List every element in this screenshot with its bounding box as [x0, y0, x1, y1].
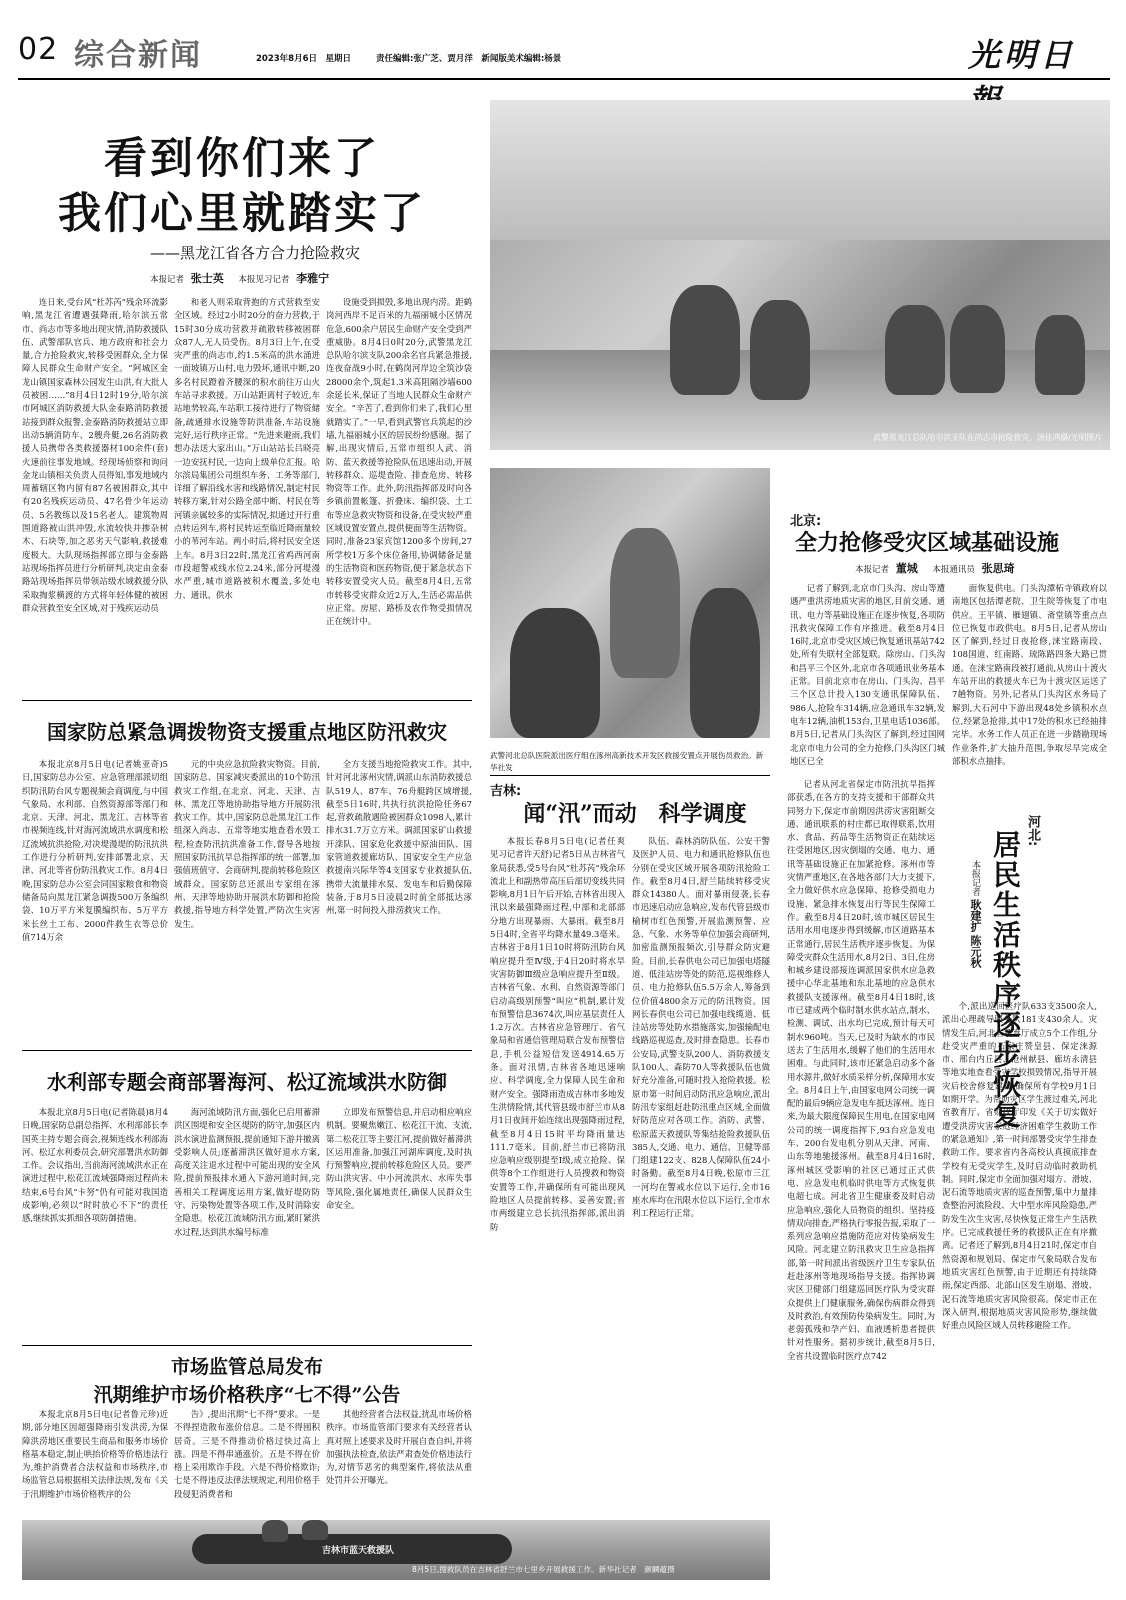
byline-label: 本报记者 [970, 860, 980, 896]
photo-caption: 武警黑龙江总队哈尔滨支队在尚志市抢险救灾。汤佳鸿摄/光明图片 [873, 433, 1102, 442]
byline-label: 本报记者 [150, 275, 185, 285]
byline-label: 本报通讯员 [932, 565, 975, 575]
lead-byline [150, 270, 329, 286]
medical-aid-photo [490, 468, 770, 738]
beijing-title: 全力抢修受灾区域基础设施 [795, 530, 1060, 556]
photo-caption: 8月5日,搜救队员在吉林省舒兰市七里乡开展救援工作。新华社记者 颜麟蕴摄 [412, 1565, 675, 1574]
region-label: 吉林: [490, 784, 522, 799]
page-number: 02 [18, 32, 59, 67]
editors: 责任编辑:张广芝、贾月洋 新闻版美术编辑:杨景 [376, 54, 562, 64]
byline-name: 张士英 [190, 272, 224, 285]
byline-name: 陈元秋 [969, 934, 982, 968]
shuili-column-1: 本报北京8月5日电(记者陈晨)8月4日晚,国家防总副总指挥、水利部部长李国英主持专题会商会,视频连线水利部海河、松辽水利委员会,研究部署洪水防御工作。会议指出,当前海河流域洪水正在演进过程中,松花江流域强降雨过程尚未结束,6号台风“卡努”仍有可能对我国造成影响,必须以“时时放心不下”的责任感,继续抓实抓细各项防御措施。 [22, 1107, 168, 1224]
lead-subtitle: ——黑龙江省各方合力抢险救灾 [150, 244, 361, 262]
lead-title-line1: 看到你们来了 [104, 134, 380, 184]
paper-name-logo: 光明日 [968, 36, 1077, 74]
section-rule [22, 700, 472, 701]
shuili-column-2: 海河流域防汛方面,强化已启用蓄滞洪区围堤和安全区堤防的防守,加强区内洪水演进监测预报,提前通知下游并撤离受影响人员;逐蓄滞洪区做好退水方案,高度关注退水过程中可能出现的安全风险,提前预报排水通入下游河道时间,完善相关工程调度运用方案,做好堤防防守、污染物处置等各项工作,及时消除安全隐患。松花江流域防汛方面,紧盯紧洪水过程,达到洪水编号标准 [174, 1107, 320, 1237]
photo-caption: 武警河北总队医院派出医疗组在涿州高新技术开发区救援安置点开展伤员救治。新华社发 [490, 750, 764, 772]
lake-rescue-photo [22, 1520, 770, 1580]
byline-label: 本报记者 [855, 565, 890, 575]
hebei-column-2: 个,派出巡回医疗队633支3500余人,派出心理疏导服务队181支430余人。灾情发生后,河北省教育厅成立5个工作组,分赴受灾严重的石家庄赞皇县、保定涞源市、邢台内丘县、沧州献县、廊坊永清县等地实地查看受灾学校损毁情况,指导开展灾后校舍修复建设,确保所有学校9月1日如期开学。为帮助灾区学生渡过难关,河北省教育厅、省财政厅印发《关于切实做好遭受洪涝灾害家庭经济困难学生救助工作的紧急通知》,第一时间部署受灾学生排查救助工作。要求省内各高校认真摸底排查学校有无受灾学生,及时启动临时救助机制。同时,保定市全面加强对塌方、滑坡、泥石流等地质灾害的巡查预警,集中力量排查整治河流险段、大中型水库风险隐患,严防发生次生灾害,尽快恢复正常生产生活秩序。已完成救援任务的救援队正在有序撤离。记者还了解到,8月4日21时,保定市自然资源和规划局、保定市气象局联合发布地质灾害红色预警,由于近期还有持续降雨,保定西部、北部山区发生崩塌、滑坡、泥石流等地质灾害风险很高。保定市正在深入研判,根据地质灾害风险形势,继续做好重点风险区域人员转移避险工作。 [942, 1001, 1097, 1331]
section-rule [490, 775, 770, 776]
jilin-column-1: 本报长春8月5日电(记者任爽 见习记者许天舒)记者5日从吉林省气象局获悉,受5号台风“杜苏芮”残余环流北上和副热带高压后部切变线共同影响,8月1日午后开始,吉林省出现入汛以来最强降雨过程,中部和北部部分地方出现暴雨、大暴雨。截至8月5日4时,全省平均降水量49.3毫米。吉林省于8月1日10时将防汛防台风响应提升至Ⅳ级,于4日20时将水旱灾害防御Ⅲ级应急响应提升至Ⅱ级。吉林省气象、水利、自然资源等部门启动高级别预警“叫应”机制,累计发布预警信息3674次,叫应基层责任人1.2万次。吉林省应急管理厅、省气象局和省通信管理局联合发布预警信息,手机公益短信发送4914.65万条。面对汛情,吉林省各地迅速响应、科学调度,全力保障人民生命和财产安全。强降雨造成吉林市多地发生洪情险情,其代管县级市舒兰市从8月1日夜间开始连续出现强降雨过程,截至8月4日15时平均降雨量达111.7毫米。目前,舒兰市已将防汛应急响应级别提至Ⅰ级,成立抢险、保供等8个工作组进行人员搜救和物资安置等工作,并确保所有可能出现风险地区人员提前转移、妥善安置;省市两级建立总长抗汛指挥部,派出消防 [490, 836, 634, 1232]
shichang-column-3: 其他经营者合法权益,扰乱市场价格秩序。市场监管部门要求有关经营者认真对照上述要求及时开展自查自纠,并将加强执法检查,依法严肃查处价格违法行为,对情节恶劣的典型案件,将依法从重处罚并公开曝光。 [326, 1409, 472, 1486]
region-label: 河北: [1025, 815, 1040, 847]
masthead [18, 30, 1110, 72]
hebei-byline [955, 860, 981, 968]
jilin-title: 闻“汛”而动 科学调度 [523, 801, 747, 827]
flood-rescue-photo [490, 100, 1110, 450]
shichang-column-1: 本报北京8月5日电(记者鲁元珍)近期,部分地区因超强降雨引发洪涝,为保障洪涝地区重要民生商品和服务市场价格基本稳定,制止哄抬价格等价格违法行为,维护消费者合法权益和市场秩序,市场监管总局根据相关法律法规,发布《关于汛期维护市场价格秩序的公 [22, 1409, 168, 1499]
shichang-column-2: 告》,提出汛期“七不得”要求。一是不得捏造散布涨价信息。二是不得囤积居奇。三是不得推动价格过快过高上涨。四是不得串通涨价。五是不得在价格上采用欺诈手段。六是不得价格欺诈;七是不得违反法律法规规定,利用价格手段侵犯消费者和 [174, 1409, 320, 1499]
section-rule [22, 1050, 472, 1051]
lead-column-2: 和老人则采取背抱的方式营救至安全区域。经过2小时20分的奋力营救,于15时30分成功营救并疏散转移被困群众87人,无人员受伤。8月3日上午,在受灾严重的尚志市,约1.5米高的洪水涌进一面坡镇万山村,电力毁坏,通讯中断,20多名村民蹬着齐腰深的积水前往万山火车站寻求救援。万山站距离村子较近,车站地势较高,车站职工接待进行了物资储备,疏通排水设施等防洪准备,车站设施完好,运行秩序正常。“先进来避雨,我们想办法送大家出山。”万山站站长吕晓亮一边安抚村民,一边向上级单位汇报。哈尔滨局集团公司组织车务、工务等部门,详细了解沿线水害和线路情况,制定村民转移方案,针对公路全部中断、村民在等河镇亲属较多的实际情况,拟通过开行重点转运列车,将村民转运至临近降雨量较小的苇河车站。两小时后,将村民安全送上车。8月3日22时,黑龙江省鸡西河南市段超警戒线水位2.24米,部分河堤漫水严重,城市道路被积水覆盖,多处电力、通讯、供水 [174, 297, 320, 600]
section-name: 综合新闻 [74, 38, 202, 73]
byline-name: 张思琦 [981, 562, 1015, 575]
fangzong-column-3: 全方支援当地抢险救灾工作。其中,针对河北涿州灾情,调派山东消防救援总队519人、87车、76舟艇跨区域增援,截至5日16时,共执行抗洪抢险任务67起,营救疏散遇险被困群众1098人,累计排水31.7万立方米。调派国家矿山救援开滦队、国家危化救援中原油田队、国家管道救援廊坊队、国家安全生产应急救援南兴际华等4支国家专业救援队伍,携带大流量排水泵、发电车和后勤保障装备,于8月5日凌晨2时前全部抵达涿州,第一时间投入排涝救灾工作。 [326, 759, 472, 916]
byline-name: 李雅宁 [296, 272, 330, 285]
lead-title-line2: 我们心里就踏实了 [58, 189, 426, 239]
shuili-title: 水利部专题会商部署海河、松辽流域洪水防御 [47, 1070, 447, 1094]
region-label: 北京: [790, 514, 822, 529]
beijing-byline [855, 560, 1015, 576]
shichang-title-line2: 汛期维护市场价格秩序“七不得”公告 [93, 1384, 401, 1406]
masthead-rule [18, 78, 1110, 80]
lead-column-3: 设施受到损毁,多地出现内涝。距鹤岗河西岸不足百米的九福丽城小区情况危急,600余户居民生命财产安全受到严重威胁。8月4日0时20分,武警黑龙江总队哈尔滨支队200余名官兵紧急推援,连夜奋战9小时,在鹤岗河岸边全筑沙袋28000余个,筑起1.3米高阻隔沙墙600余延长米,保证了当地人民群众生命财产安全。“辛苦了,看到你们来了,我们心里就踏实了。”一早,看到武警官兵筑起的沙墙,九福丽城小区的居民纷纷感谢。据了解,出现灾情后,五常市组织人武、消防、蓝天救援等抢险队伍迅速出动,开展转移群众、巡堤查险、排查危房、转移物资等工作。此外,防汛指挥部及时向各乡镇前置帐篷、折叠床、编织袋、土工布等应急救灾物资和设备,在受灾较严重区域设置安置点,提供便面等生活物资。同时,准备23家宾馆1200多个房间,27所学校1万多个床位备用,协调储备足量的生活物资和医药物资,便于紧急状态下转移安置受灾人员。截至8月4日,五常市转移受灾群众近2万人,生活必需品供应正常。房屋、路桥及农作物受损情况正在统计中。 [326, 297, 472, 627]
beijing-column-2: 面恢复供电。门头沟潭柘寺镇政府以南地区包括潭老院、卫生院等恢复了市电供应。王平镇、雁翅镇、斋堂镇等重点点位已恢复市政供电。8月5日,记者从房山区了解到,经过日夜抢修,涞宝路南段、108国道、红南路、琉陈路四条大路已贯通。在涞宝路南段被打通前,从房山十渡火车站开出的救援火车已为十渡灾区运送了7趟物资。另外,记者从门头沟区水务局了解到,大石河中下游出现48处乡镇积水点位,经紧急抢排,其中17处的积水已经抽排完毕。水务工作人员正在进一步踏勘现场作业条件,扩大抽升范围,争取尽早完成全部积水点抽排。 [952, 583, 1107, 766]
beijing-column-1: 记者了解到,北京市门头沟、房山等遭遇严重洪涝地质灾害的地区,目前交通、通讯、电力等基础设施正在逐步恢复,各项防汛救灾保障工作有序推进。截至8月4日16时,北京市受灾区域已恢复通讯基站742处,所有失联村全部复联。除房山、门头沟和昌平三个区外,北京市各项通讯业务基本正常。目前北京市在房山、门头沟、昌平三个区总计投入130支通讯保障队伍、986人,抢险车314辆,应急通讯车32辆,发电车12辆,油机153台,卫星电话1036部。8月5日,记者从门头沟区了解到,经过国网北京市电力公司的全力抢修,门头沟区门城地区已全 [790, 583, 945, 766]
boat-label: 吉林市蓝天救援队 [322, 1546, 395, 1556]
shichang-title-line1: 市场监管总局发布 [170, 1356, 323, 1378]
fangzong-column-2: 元的中央应急抗险救灾物资。目前,国家防总、国家减灾委派出的10个防汛救灾工作组,在北京、河北、天津、吉林、黑龙江等地协助指导地方开展防汛救灾工作。其中,国家防总赴黑龙江工作组深入尚志、五常等地实地查看水毁工程,检查防汛抗洪准备工作,督导各地按照国家防汛抗旱总指挥部的统一部署,加强值班值守、会商研判,提前转移危险区域群众。国家防总还派出专家组在涿州、天津等地协助开展洪水防御和抢险救援,指导地方科学处置,严防次生灾害发生。 [174, 759, 320, 929]
shuili-column-3: 立即发布预警信息,并启动相应响应机制。要聚焦嫩江、松花江干流、支流,第二松花江等主要江河,提前做好蓄滞洪区运用准备,加强江河湖库调度,及时执行预警响应,提前转移危险区人员。要严防山洪灾害、中小河流洪水、水库失事等风险,强化属地责任,确保人民群众生命安全。 [326, 1107, 472, 1211]
jilin-column-2: 队伍、森林消防队伍、公安干警及医护人员、电力和通讯抢修队伍也分别在受灾区域开展各项防汛抢险工作。截至8月4日,舒兰陆续转移受灾群众14380人。面对暴雨侵袭,长春市迅速启动应急响应,发布代管县级市榆树市红色预警,开展监测预警、应急、气象、水务等单位加强会商研判,加密监测预报频次,引导群众防灾避险。目前,长春供电公司已加强电塔隧道、低洼站房等处的防范,巡视维修人员、电力抢修队伍5.5万余人,筹备到位价值4800余万元的防汛物资。国网长春供电公司已加强电线缆道、低洼站房等处防水措施落实,加强输配电线路巡视巡查,及时排查隐患。长春市公安局,武警支队200人、消防救援支队100人、森防70人等救援队伍也做好充分准备,可随时投入抢险救援。松原市第一时间启动防汛应急响应,派出防汛专家组赶赴防汛重点区域,全面做好防范应对各项工作。消防、武警、松原蓝天救援队等集结抢险救援队伍385人,交通、电力、通信、卫健等部门组建122支、828人保障队伍24小时备勤。截至8月4日晚,松原市三江一河均在警戒水位以下运行,全市16座水库均在汛限水位以下运行,全市水利工程运行正常。 [632, 836, 770, 1219]
byline-label: 本报见习记者 [238, 275, 290, 285]
fangzong-title: 国家防总紧急调拨物资支援重点地区防汛救灾 [47, 720, 447, 744]
section-rule [22, 1345, 472, 1346]
byline-name: 耿建扩 [969, 898, 982, 932]
hebei-column-1: 记者从河北省保定市防汛抗旱指挥部获悉,在各方的支持支援和干部群众共同努力下,保定市前期因洪涝灾害阻断交通、通讯联系的村庄都已取得联系,饮用水、食品、药品等生活物资正在陆续运往受困地区,因灾倒塌的交通、电力、通讯等基础设施正在加紧抢修。涿州市等灾情严重地区,在各地各部门大力支援下,全力做好供水应急保障、抢修受损电力设施、紧急排水恢复出行等民生保障工作。截至8月4日20时,该市城区居民生活用水用电逐步得到缓解,市区道路基本正常通行,居民生活秩序逐步恢复。为保障受灾群众生活用水,8月2日、3日,住房和城乡建设部接连调派国家供水应急救援中心华北基地和东北基地的应急供水救援队支援涿州。截至8月4日18时,该市已建成两个临时制水供水站点,制水、检测、调试、出水均已完成,预计每天可制水960吨。当天,已及时为缺水的市民送去了生活用水,缓解了他们的生活用水困难。与此同时,该市还紧急启动多个备用水源井,做好水质采样分析,保障用水安全。8月4日上午,由国家电网公司统一调配的最后9辆应急发电车抵达涿州。连日来,为最大限度保障民生用电,在国家电网公司的统一调度指挥下,93台应急发电车、200台发电机分别从天津、河南、山东等地驰援涿州。截至8月4日16时,涿州城区受影响的社区已通过正式供电、应急发电机临时供电等方式恢复供电超七成。河北省卫生健康委及时启动应急响应,强化人员物资的组织、坚持疫情双向排查,严格执行零报告报,采取了一系列应急响应措施防范应对传染病发生风险。河北建立防汛救灾卫生应急指挥部,第一时间派出省级医疗卫生专家队伍赶赴涿州等地现场指导支援。指挥协调灾区卫健部门组建巡回医疗队为受灾群众提供上门健康服务,确保伤病群众得到及时救治,有效预防传染病发生。同时,为老弱孤残和孕产妇、血液透析患者提供针对性服务。据初步统计,截至8月5日,全省共设置临时医疗点742 [787, 779, 935, 1361]
fangzong-column-1: 本报北京8月5日电(记者姚亚奇)5日,国家防总办公室、应急管理部派切组织防汛防台风专题视频会商调度,与中国气象局、水利部、自然资源部等部门和北京、天津、河北、黑龙江、吉林等省市视频连线,针对海河流域洪水调度和松辽流域抗洪抢险,对决堤漫堤的防汛抗洪工作进行分析研判,安排部署北京、天津、河北等省份防汛救灾工作。8月4日晚,国家防总办公室会同国家粮食和物资储备局向黑龙江紧急调拨500万条编织袋、10万平方米复膜编织布、5万平方米长丝土工布、2000件救生衣等总价值714万余 [22, 759, 168, 942]
date-line: 2023年8月6日 星期日 [256, 54, 351, 64]
hebei-title: 居民生活秩序逐步恢复 [989, 830, 1022, 1130]
byline-name: 董城 [895, 562, 918, 575]
lead-column-1: 连日来,受台风“杜苏芮”残余环流影响,黑龙江省遭遇强降雨,哈尔滨五常市、尚志市等多地出现灾情,消防救援队伍、武警部队官兵、地方政府和社会力量,合力抢险救灾,转移受困群众,全力保障人民群众生命财产安全。“阿城区金龙山镇国家森林公园发生山洪,有大批人员被困……”8月4日12时19分,哈尔滨市阿城区消防救援大队金泰路消防救援站接到群众报警,金泰路消防救援站立即出动5辆消防车、2艘舟艇,26名消防救援人员携带各类救援器材100余件(套)火速前往事发地域。经现场侦察和询问金龙山镇相关负责人员得知,事发地域内周蓄辖区物内留有87名被困群众,其中有20名残疾运动员、47名骨少年运动员、5名教练以及15名老人。建筑物周围道路被山洪冲毁,水流较快并掺杂树木、石块等,加之恶劣天气影响,救援难度极大。大队现场指挥部立即与金泰路站现场指挥员进行分析研判,决定由金泰路站现场指挥员带领站级水域救援分队采取掏浆横渡的方式将年轻体健的被困群众营救至安全区域,对于残疾运动员 [22, 297, 168, 613]
